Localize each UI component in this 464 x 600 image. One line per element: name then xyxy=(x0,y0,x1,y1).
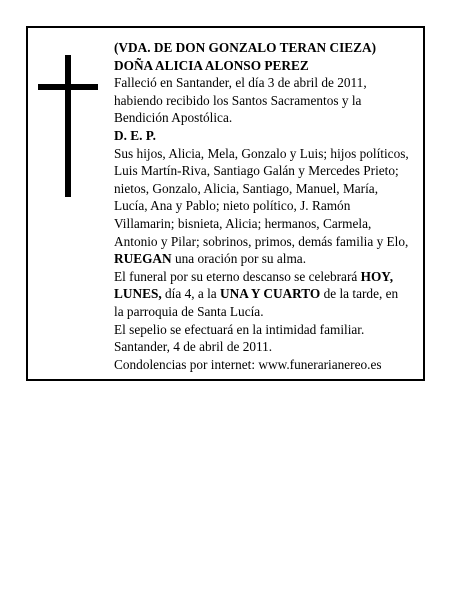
cross-vertical-bar xyxy=(65,55,71,197)
family-line-6: Antonio y Pilar; sobrinos, primos, demás familia y Elo, xyxy=(114,233,409,249)
ruegan-word: RUEGAN xyxy=(114,251,172,267)
ruegan-rest: una oración por su alma. xyxy=(171,251,307,267)
dep-line: D. E. P. xyxy=(114,127,156,143)
deceased-name: DOÑA ALICIA ALONSO PEREZ xyxy=(114,57,309,73)
funeral-time: UNA Y CUARTO xyxy=(220,286,321,302)
family-line-4: Lucía, Ana y Pablo; nieto político, J. Ramón xyxy=(114,198,351,214)
death-line-2: habiendo recibido los Santos Sacramentos y la xyxy=(114,92,362,108)
funeral-lunes: LUNES, xyxy=(114,286,162,302)
death-line-3: Bendición Apostólica. xyxy=(114,110,233,126)
date-line: Santander, 4 de abril de 2011. xyxy=(114,339,273,355)
family-line-5: Villamarin; bisnieta, Alicia; hermanos, Carmela, xyxy=(114,215,372,231)
burial-line: El sepelio se efectuará en la intimidad familiar. xyxy=(114,321,365,337)
obituary-text xyxy=(114,39,422,373)
condolences-line: Condolencias por internet: www.funerarianereo.es xyxy=(114,356,382,372)
family-line-2: Luis Martín-Riva, Santiago Galán y Mercedes Prieto; xyxy=(114,163,399,179)
funeral-line-3: la parroquia de Santa Lucía. xyxy=(114,303,264,319)
funeral-day: día 4, a la xyxy=(161,286,221,302)
family-line-1: Sus hijos, Alicia, Mela, Gonzalo y Luis; hijos políticos, xyxy=(114,145,409,161)
family-line-3: nietos, Gonzalo, Alicia, Santiago, Manuel, María, xyxy=(114,180,379,196)
funeral-text-1: El funeral por su eterno descanso se celebrará xyxy=(114,268,361,284)
funeral-hoy: HOY, xyxy=(360,268,394,284)
death-line-1: Falleció en Santander, el día 3 de abril de 2011, xyxy=(114,75,367,91)
ruegan-line xyxy=(114,250,422,268)
funeral-line-1 xyxy=(114,268,422,286)
funeral-line-2 xyxy=(114,285,422,303)
widow-heading: (VDA. DE DON GONZALO TERAN CIEZA) xyxy=(114,40,377,55)
cross-icon xyxy=(38,55,98,197)
cross-horizontal-bar xyxy=(38,84,98,90)
funeral-afternoon: de la tarde, en xyxy=(320,286,399,302)
